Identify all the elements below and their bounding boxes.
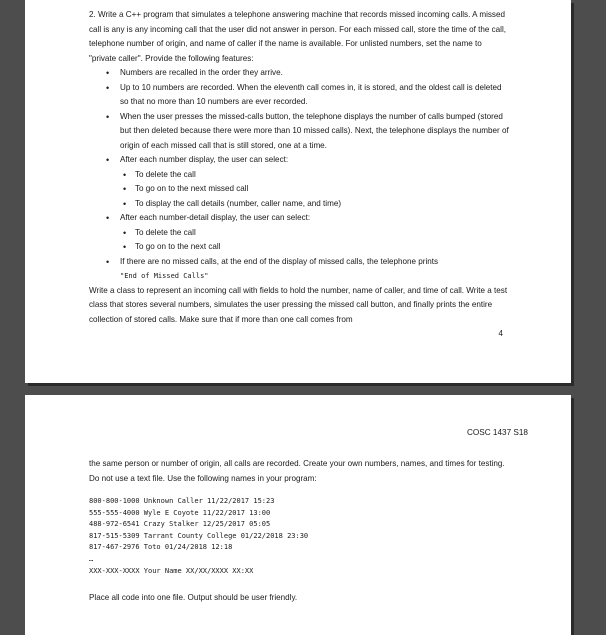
option-item: • To go on to the next missed call [89,182,509,197]
document-page-2 [25,395,571,635]
feature-item: • Up to 10 numbers are recorded. When the eleventh call comes in, it is stored, and the oldest call is deleted so that no more than 10 numbers are ever recorded. [89,81,509,110]
assignment-body [89,8,509,327]
code-line: … [89,554,94,563]
option-item: • To display the call details (number, caller name, and time) [89,197,509,212]
code-line: 817-467-2976 Toto 01/24/2018 12:18 [89,543,233,552]
feature-list [89,66,509,284]
end-message: "End of Missed Calls" [120,272,209,280]
code-line: 488-972-6541 Crazy Stalker 12/25/2017 05:05 [89,520,271,529]
option-item: • To delete the call [89,168,509,183]
feature-item-text: If there are no missed calls, at the end of the display of missed calls, the telephone prints [120,256,439,266]
option-item: • To delete the call [89,226,509,241]
feature-item: • When the user presses the missed-calls button, the telephone displays the number of calls bumped (stored but then deleted because there were more than 10 missed calls). Next, the telephone displays the number of origin of each missed call that is still stored, one at a time. [89,110,509,154]
code-line: 817-515-5309 Tarrant County College 01/22/2018 23:30 [89,531,309,540]
option-item: • To go on to the next call [89,240,509,255]
page-header: COSC 1437 S18 [467,428,528,437]
code-line: 555-555-4000 Wyle E Coyote 11/22/2017 13:00 [89,508,271,517]
code-line: XXX-XXX-XXXX Your Name XX/XX/XXXX XX:XX [89,566,254,575]
page-number: 4 [498,329,503,338]
page2-body [89,457,514,606]
feature-item: • Numbers are recalled in the order they arrive. [89,66,509,81]
closing-paragraph: Write a class to represent an incoming call with fields to hold the number, name of caller, and time of call. Write a test class that stores several numbers, simulates the user pressing the missed call button, and finally prints the entire collection of stored calls. Make sure that if more than one call comes from [89,285,508,324]
document-page-1 [25,0,571,383]
feature-item [89,211,509,255]
feature-item [89,153,509,211]
final-note: Place all code into one file. Output should be user friendly. [89,593,298,603]
continuation-paragraph: the same person or number of origin, all calls are recorded. Create your own numbers, names, and times for testing. Do not use a text file. Use the following names in your program: [89,459,505,483]
assignment-intro: 2. Write a C++ program that simulates a telephone answering machine that records missed incoming calls. A missed call is any is any incoming call that the user did not answer in person. For each missed call, store the time of the call, telephone number of origin, and name of caller if the name is available. For unlisted numbers, set the name to "private caller". Provide the following features: [89,10,507,63]
feature-item-text: After each number display, the user can select: [120,155,289,164]
feature-item [89,255,509,284]
after-number-options [89,168,509,212]
code-line: 800-800-1000 Unknown Caller 11/22/2017 15:23 [89,497,275,505]
after-detail-options [89,226,509,255]
sample-data-block [89,496,514,577]
feature-item-text: After each number-detail display, the user can select: [120,213,311,222]
